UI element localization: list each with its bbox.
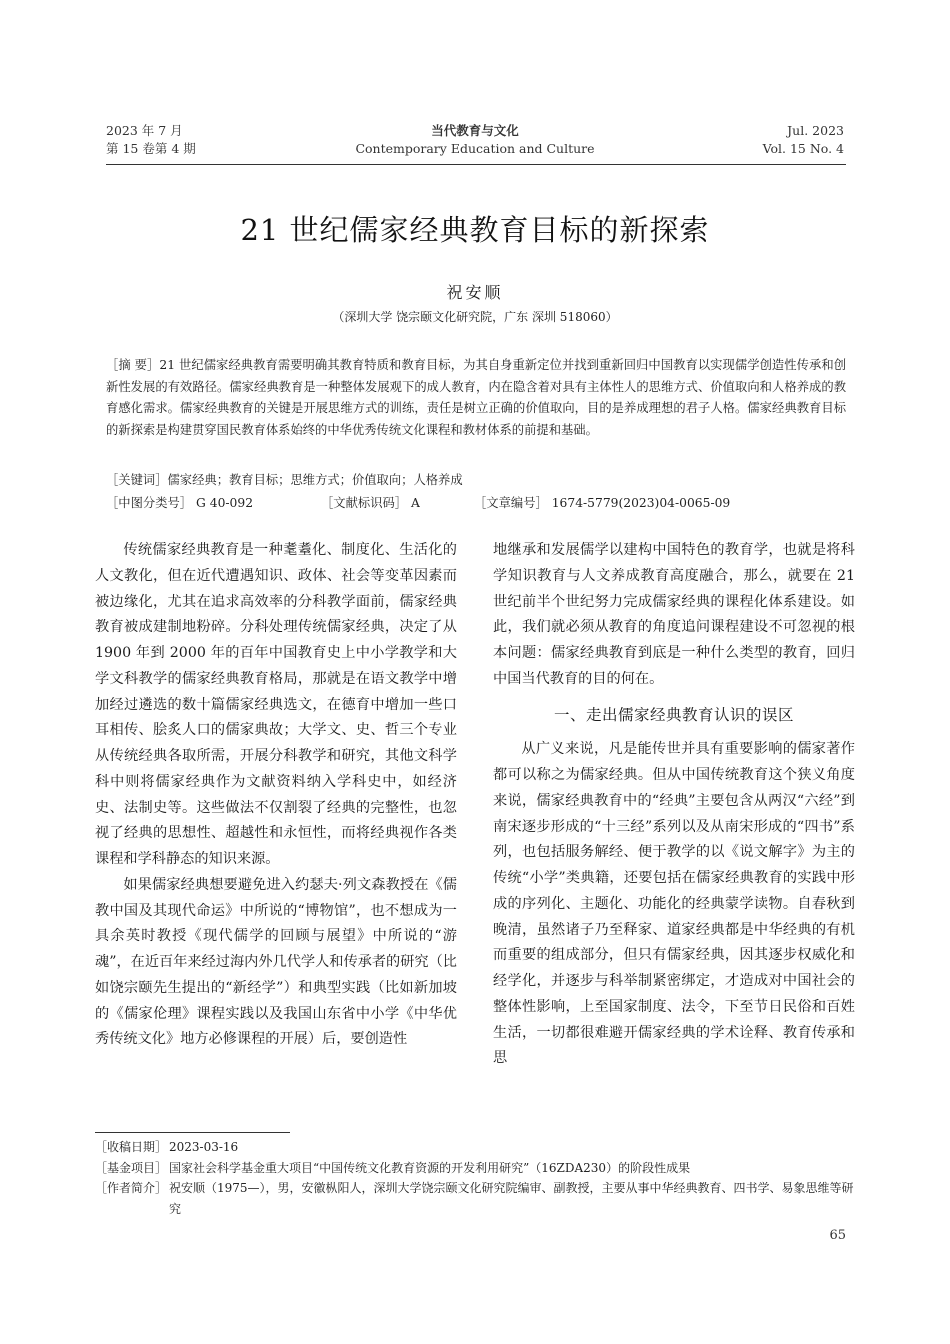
footnote-author: ［作者简介］ 祝安顺（1975—），男，安徽枞阳人，深圳大学饶宗颐文化研究院编审、副教授，主要从事中华经典教育、四书学、易象思维等研究 — [95, 1181, 854, 1216]
article-author: 祝安顺 — [446, 283, 504, 302]
clc-code: ［中图分类号］ G 40-092 — [106, 496, 254, 510]
keywords — [106, 470, 846, 490]
header-volume-cn: 第 15 卷第 4 期 — [106, 141, 196, 156]
footnote-rule — [95, 1132, 290, 1133]
footnote-received: ［收稿日期］ 2023-03-16 — [95, 1140, 239, 1154]
abstract-label: ［摘 要］ — [106, 358, 160, 372]
header-journal-cn: 当代教育与文化 — [431, 123, 519, 138]
footnote-fund: ［基金项目］ 国家社会科学基金重大项目“中国传统文化教育资源的开发利用研究”（16ZDA230）的阶段性成果 — [95, 1160, 691, 1175]
header-journal-en: Contemporary Education and Culture — [355, 141, 595, 156]
document-code: ［文献标识码］ A — [321, 496, 420, 510]
article-title: 21 世纪儒家经典教育目标的新探索 — [240, 213, 710, 247]
body-paragraph: 从广义来说，凡是能传世并具有重要影响的儒家著作都可以称之为儒家经典。但从中国传统教育这个狭义角度来说，儒家经典教育中的“经典”主要包含从两汉“六经”到南宋逐步形成的“十三经”系列以及从南宋形成的“四书”系列，也包括服务解经、便于教学的以《说文解字》为主的传统“小学”类典籍，还要包括在儒家经典教育的实践中形成的序列化、主题化、功能化的经典蒙学读物。自春秋到晚清，虽然诸子乃至释家、道家经典都是中华经典的有机而重要的组成部分，但只有儒家经典，因其逐步权威化和经学化，并逐步与科举制紧密绑定，才造成对中国社会的整体性影响，上至国家制度、法令，下至节日民俗和百姓生活，一切都很难避开儒家经典的学术诠释、教育传承和思 — [493, 741, 855, 1067]
keywords-label: ［关键词］ — [106, 473, 168, 487]
keywords-text: 儒家经典；教育目标；思维方式；价值取向；人格养成 — [167, 473, 463, 487]
header-volume-en: Vol. 15 No. 4 — [762, 141, 844, 156]
author-affiliation: （深圳大学 饶宗颐文化研究院，广东 深圳 518060） — [332, 310, 618, 324]
body-paragraph: 地继承和发展儒学以建构中国特色的教育学，也就是将科学知识教育与人文养成教育高度融合，那么，就要在 21 世纪前半个世纪努力完成儒家经典的课程化体系建设。如此，我们就必须从教育的角度追问课程建设不可忽视的根本问题：儒家经典教育到底是一种什么类型的教育，回归中国当代教育的目的何在。 — [493, 542, 855, 687]
classification-row — [106, 493, 846, 513]
page-number: 65 — [829, 1228, 846, 1243]
header-right — [763, 122, 844, 158]
header-date-en: Jul. 2023 — [787, 123, 844, 138]
body-paragraph: 如果儒家经典想要避免进入约瑟夫·列文森教授在《儒教中国及其现代命运》中所说的“博物馆”，也不想成为一具余英时教授《现代儒学的回顾与展望》中所说的“游魂”，在近百年来经过海内外几代学人和传承者的研究（比如饶宗颐先生提出的“新经学”）和典型实践（比如新加坡的《儒家伦理》课程实践以及我国山东省中小学《中华优秀传统文化》地方必修课程的开展）后，要创造性 — [95, 876, 457, 1048]
footnotes — [95, 1137, 855, 1219]
header-date-cn: 2023 年 7 月 — [106, 123, 183, 138]
article-number: ［文章编号］ 1674-5779(2023)04-0065-09 — [474, 496, 731, 510]
section-heading: 一、走出儒家经典教育认识的误区 — [553, 705, 794, 724]
abstract — [106, 355, 846, 441]
header-rule — [106, 164, 846, 165]
abstract-text: 21 世纪儒家经典教育需要明确其教育特质和教育目标，为其自身重新定位并找到重新回归中国教育以实现儒学创造性传承和创新性发展的有效路径。儒家经典教育是一种整体发展观下的成人教育，内在隐含着对具有主体性人的思维方式、价值取向和人格养成的教育感化需求。儒家经典教育的关键是开展思维方式的训练，责任是树立正确的价值取向，目的是养成理想的君子人格。儒家经典教育目标的新探索是构建贯穿国民教育体系始终的中华优秀传统文化课程和教材体系的前提和基础。 — [106, 358, 846, 437]
body-column-left — [95, 538, 457, 1053]
body-column-right — [493, 538, 855, 1072]
body-paragraph: 传统儒家经典教育是一种耄耋化、制度化、生活化的人文教化，但在近代遭遇知识、政体、社会等变革因素而被边缘化，尤其在追求高效率的分科教学面前，儒家经典教育被成建制地粉碎。分科处理传统儒家经典，决定了从 1900 年到 2000 年的百年中国教育史上中小学教学和大学文科教学的儒家经典教育格局，那就是在语文教学中增加经过遴选的数十篇儒家经典选文，在德育中增加一些口耳相传、脍炙人口的儒家典故；大学文、史、哲三个专业从传统经典各取所需，开展分科教学和研究，其他文科学科中则将儒家经典作为文献资料纳入学科史中，如经济史、法制史等。这些做法不仅割裂了经典的完整性，也忽视了经典的思想性、超越性和永恒性，而将经典视作各类课程和学科静态的知识来源。 — [95, 542, 457, 867]
